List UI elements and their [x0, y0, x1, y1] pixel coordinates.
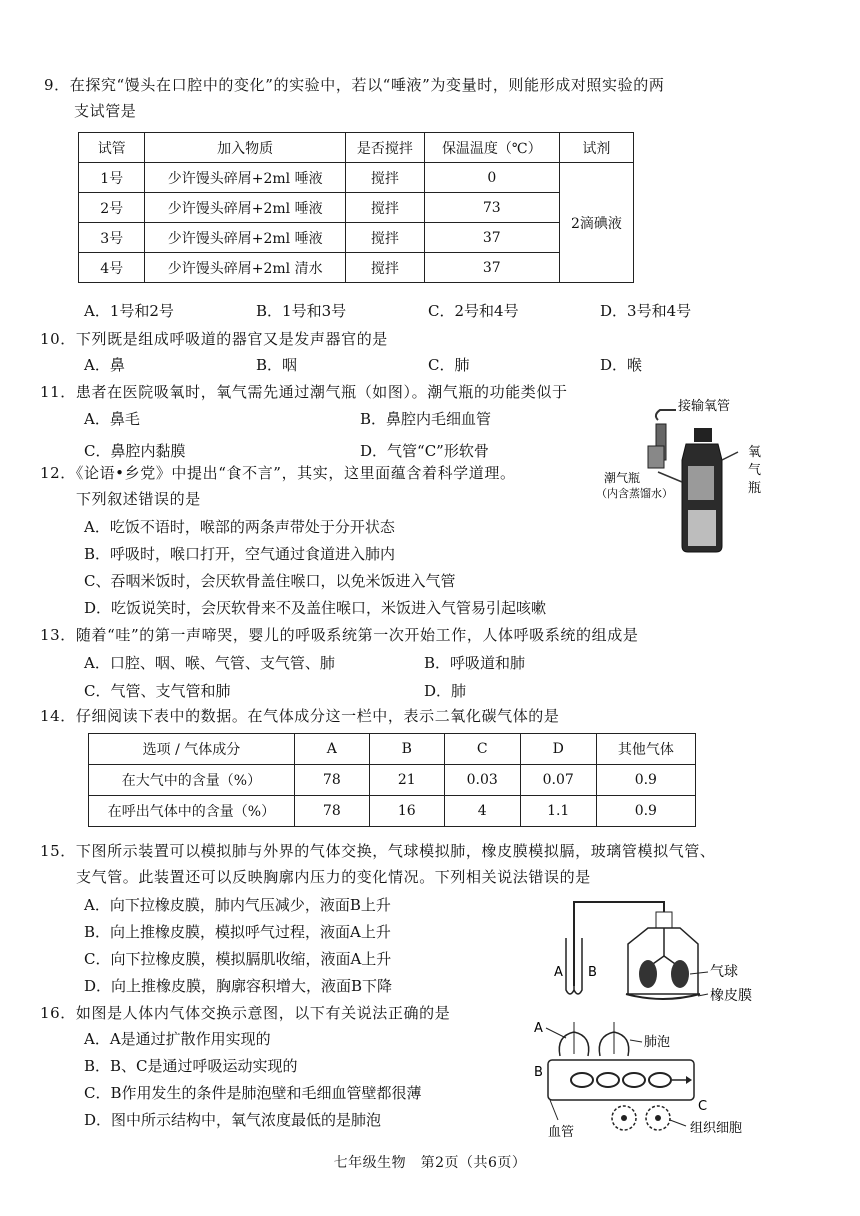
question-13-options	[84, 650, 644, 704]
table-cell: 0.9	[596, 765, 695, 796]
table-cell: 2号	[79, 193, 145, 223]
option-c[interactable]: C．肺	[428, 356, 470, 374]
option-a[interactable]: A．吃饭不语时，喉部的两条声带处于分开状态	[84, 518, 395, 536]
question-12-line1: 12．《论语•乡党》中提出“食不言”，其实，这里面蕴含着科学道理。	[40, 464, 516, 482]
table-cell: 0.03	[444, 765, 520, 796]
table-cell: 搅拌	[345, 193, 424, 223]
table-header-cell: B	[369, 734, 444, 765]
question-16-options	[84, 1026, 534, 1134]
option-b[interactable]: B．鼻腔内毛细血管	[360, 410, 492, 428]
table-cell: 0.07	[520, 765, 596, 796]
option-c[interactable]: C．鼻腔内黏膜	[84, 442, 186, 460]
question-9-stem	[44, 72, 784, 124]
question-15-line2: 支气管。此装置还可以反映胸廓内压力的变化情况。下列相关说法错误的是	[76, 868, 591, 886]
vessel-label: 血管	[548, 1125, 575, 1140]
humidifier-note: （内含蒸馏水）	[598, 487, 673, 500]
table-cell: 少许馒头碎屑+2ml 唾液	[145, 163, 346, 193]
liquid-label-b: B	[588, 965, 597, 980]
table-header-cell: 试剂	[559, 133, 633, 163]
gas-exchange-figure	[530, 1016, 780, 1142]
oxygen-label-3: 瓶	[748, 481, 762, 496]
question-9-options	[84, 298, 824, 324]
question-10-options	[84, 352, 824, 378]
option-a[interactable]: A．口腔、咽、喉、气管、支气管、肺	[84, 654, 335, 672]
option-c[interactable]: C、吞咽米饭时，会厌软骨盖住喉口，以免米饭进入气管	[84, 572, 456, 590]
option-a[interactable]: A．鼻毛	[84, 410, 140, 428]
table-header-row	[79, 133, 634, 163]
option-d[interactable]: D．肺	[424, 682, 467, 700]
label-c: C	[698, 1099, 708, 1114]
question-12-options	[84, 514, 764, 622]
liquid-label-a: A	[554, 965, 563, 980]
table-cell: 37	[424, 253, 559, 283]
option-b[interactable]: B．呼吸道和肺	[424, 654, 526, 672]
table-header-cell: A	[294, 734, 369, 765]
option-a[interactable]: A．1号和2号	[84, 302, 174, 320]
table-header-cell: C	[444, 734, 520, 765]
option-b[interactable]: B．咽	[256, 356, 298, 374]
table-cell: 搅拌	[345, 253, 424, 283]
table-row	[79, 223, 634, 253]
table-header-cell: 选项 / 气体成分	[89, 734, 295, 765]
table-cell: 搅拌	[345, 163, 424, 193]
table-cell: 78	[294, 796, 369, 827]
table-header-cell: D	[520, 734, 596, 765]
table-cell: 4	[444, 796, 520, 827]
table-cell: 少许馒头碎屑+2ml 唾液	[145, 193, 346, 223]
option-a[interactable]: A．鼻	[84, 356, 125, 374]
question-11-stem: 11．患者在医院吸氧时，氧气需先通过潮气瓶（如图）。潮气瓶的功能类似于	[40, 383, 568, 401]
table-header-row	[89, 734, 696, 765]
question-12-line2: 下列叙述错误的是	[76, 490, 201, 508]
table-cell: 3号	[79, 223, 145, 253]
option-d[interactable]: D．吃饭说笑时，会厌软骨来不及盖住喉口，米饭进入气管易引起咳嗽	[84, 599, 547, 617]
table-cell: 4号	[79, 253, 145, 283]
question-15-line1: 15．下图所示装置可以模拟肺与外界的气体交换，气球模拟肺，橡皮膜模拟膈，玻璃管模拟气管、	[40, 842, 716, 860]
oxygen-label-1: 氧	[748, 445, 762, 460]
table-cell: 搅拌	[345, 223, 424, 253]
table-cell: 73	[424, 193, 559, 223]
table-cell: 1号	[79, 163, 145, 193]
option-c[interactable]: C．气管、支气管和肺	[84, 682, 231, 700]
question-14-table	[88, 733, 696, 827]
table-cell: 16	[369, 796, 444, 827]
humidifier-label: 潮气瓶	[604, 471, 641, 485]
table-header-cell: 是否搅拌	[345, 133, 424, 163]
option-b[interactable]: B．1号和3号	[256, 302, 347, 320]
table-row	[79, 163, 634, 193]
label-b: B	[534, 1065, 543, 1080]
question-12-stem	[40, 460, 780, 512]
option-d[interactable]: D．3号和4号	[600, 302, 692, 320]
option-c[interactable]: C．向下拉橡皮膜，模拟膈肌收缩，液面A上升	[84, 950, 392, 968]
page-footer: 七年级生物 第2页（共6页）	[333, 1155, 527, 1171]
table-cell: 0.9	[596, 796, 695, 827]
question-10-stem: 10．下列既是组成呼吸道的器官又是发声器官的是	[40, 330, 388, 348]
question-9-line2: 支试管是	[74, 102, 137, 120]
membrane-label: 橡皮膜	[710, 988, 752, 1004]
oxygen-label-2: 气	[748, 463, 762, 478]
option-b[interactable]: B．向上推橡皮膜，模拟呼气过程，液面A上升	[84, 923, 391, 941]
lung-model-figure	[548, 890, 788, 1008]
table-cell: 在大气中的含量（%）	[89, 765, 295, 796]
option-d[interactable]: D．喉	[600, 356, 643, 374]
table-header-cell: 其他气体	[596, 734, 695, 765]
option-c[interactable]: C．2号和4号	[428, 302, 519, 320]
question-9-line1: 9．在探究“馒头在口腔中的变化”的实验中，若以“唾液”为变量时，则能形成对照实验的两	[44, 76, 665, 94]
balloon-label: 气球	[710, 964, 738, 980]
table-row	[79, 253, 634, 283]
tissue-cell-label: 组织细胞	[690, 1121, 743, 1136]
table-cell: 1.1	[520, 796, 596, 827]
table-cell: 21	[369, 765, 444, 796]
option-d[interactable]: D．气管“C”形软骨	[360, 442, 489, 460]
table-cell: 少许馒头碎屑+2ml 唾液	[145, 223, 346, 253]
table-cell: 37	[424, 223, 559, 253]
table-cell: 0	[424, 163, 559, 193]
table-header-cell: 加入物质	[145, 133, 346, 163]
question-13-stem: 13．随着“哇”的第一声啼哭，婴儿的呼吸系统第一次开始工作，人体呼吸系统的组成是	[40, 626, 639, 644]
label-a: A	[534, 1021, 543, 1036]
question-15-options	[84, 892, 564, 1000]
alveolus-label: 肺泡	[644, 1035, 671, 1050]
option-c[interactable]: C．B作用发生的条件是肺泡壁和毛细血管壁都很薄	[84, 1084, 422, 1102]
reagent-cell: 2滴碘液	[559, 163, 633, 283]
table-header-cell: 保温温度（℃）	[424, 133, 559, 163]
option-a[interactable]: A．A是通过扩散作用实现的	[84, 1030, 271, 1048]
option-d[interactable]: D．图中所示结构中，氧气浓度最低的是肺泡	[84, 1111, 382, 1129]
table-cell: 少许馒头碎屑+2ml 清水	[145, 253, 346, 283]
question-15-stem	[40, 838, 830, 890]
table-row	[79, 193, 634, 223]
question-16-stem: 16．如图是人体内气体交换示意图，以下有关说法正确的是	[40, 1004, 451, 1022]
question-11-options	[84, 406, 604, 464]
question-9-table	[78, 132, 634, 283]
table-cell: 78	[294, 765, 369, 796]
question-14-stem: 14．仔细阅读下表中的数据。在气体成分这一栏中，表示二氧化碳气体的是	[40, 707, 560, 725]
table-cell: 在呼出气体中的含量（%）	[89, 796, 295, 827]
tube-label: 接输氧管	[678, 399, 731, 414]
option-d[interactable]: D．向上推橡皮膜，胸廓容积增大，液面B下降	[84, 977, 393, 995]
table-header-cell: 试管	[79, 133, 145, 163]
option-a[interactable]: A．向下拉橡皮膜，肺内气压减少，液面B上升	[84, 896, 391, 914]
option-b[interactable]: B．呼吸时，喉口打开，空气通过食道进入肺内	[84, 545, 396, 563]
table-row	[89, 796, 696, 827]
option-b[interactable]: B．B、C是通过呼吸运动实现的	[84, 1057, 298, 1075]
table-row	[89, 765, 696, 796]
